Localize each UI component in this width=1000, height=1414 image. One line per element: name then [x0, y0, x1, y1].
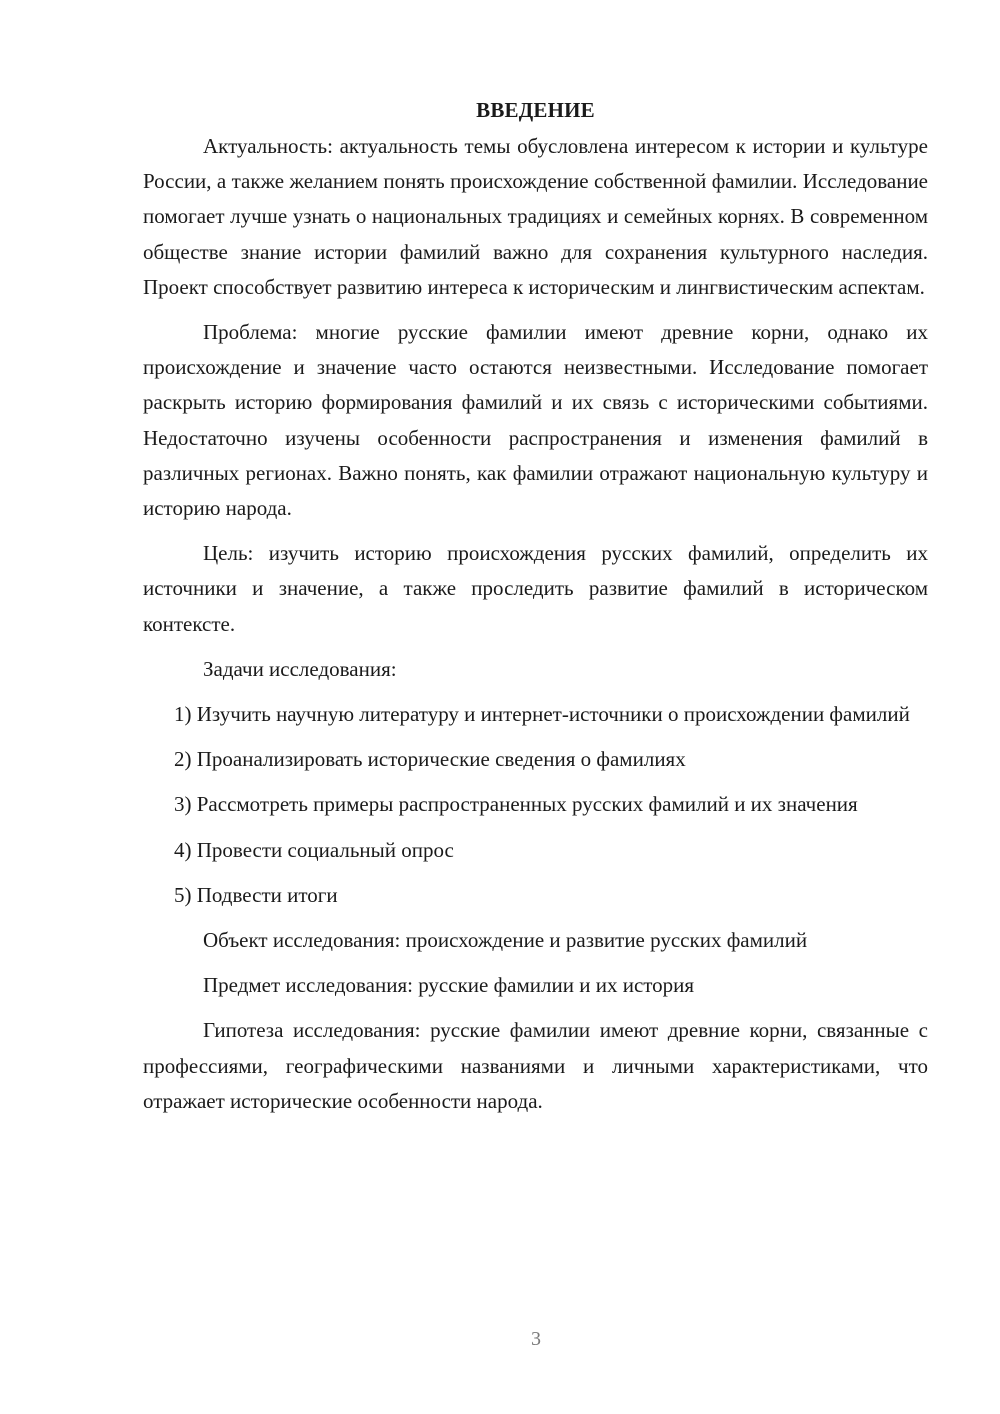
relevance-paragraph: Актуальность: актуальность темы обусловлена интересом к истории и культуре России, а также желанием понять происхождение собственной фамилии. Исследование помогает лучше узнать о национальных традициях и семейных корнях. В современном обществе знание истории фамилий важно для сохранения культурного наследия. Проект способствует развитию интереса к историческим и лингвистическим аспектам. — [143, 134, 928, 299]
research-object: Объект исследования: происхождение и развитие русских фамилий — [203, 928, 808, 953]
goal-paragraph: Цель: изучить историю происхождения русских фамилий, определить их источники и значение, а также проследить развитие фамилий в историческом контексте. — [143, 541, 928, 636]
section-title: ВВЕДЕНИЕ — [476, 98, 595, 122]
task-item: 3) Рассмотреть примеры распространенных русских фамилий и их значения — [174, 792, 858, 817]
page-number: 3 — [531, 1328, 541, 1350]
research-subject: Предмет исследования: русские фамилии и их история — [203, 973, 695, 998]
task-item: 2) Проанализировать исторические сведения о фамилиях — [174, 747, 686, 772]
tasks-heading: Задачи исследования: — [203, 656, 397, 681]
hypothesis-paragraph: Гипотеза исследования: русские фамилии имеют древние корни, связанные с профессиями, географическими названиями и личными характеристиками, что отражает исторические особенности народа. — [143, 1018, 928, 1113]
task-item: 1) Изучить научную литературу и интернет-источники о происхождении фамилий — [174, 702, 910, 727]
task-item: 4) Провести социальный опрос — [174, 837, 454, 862]
problem-paragraph: Проблема: многие русские фамилии имеют древние корни, однако их происхождение и значение часто остаются неизвестными. Исследование помогает раскрыть историю формирования фамилий и их связь с историческими событиями. Недостаточно изучены особенности распространения и изменения фамилий в различных регионах. Важно понять, как фамилии отражают национальную культуру и историю народа. — [143, 320, 928, 521]
task-item: 5) Подвести итоги — [174, 882, 338, 907]
document-page — [143, 92, 928, 1129]
